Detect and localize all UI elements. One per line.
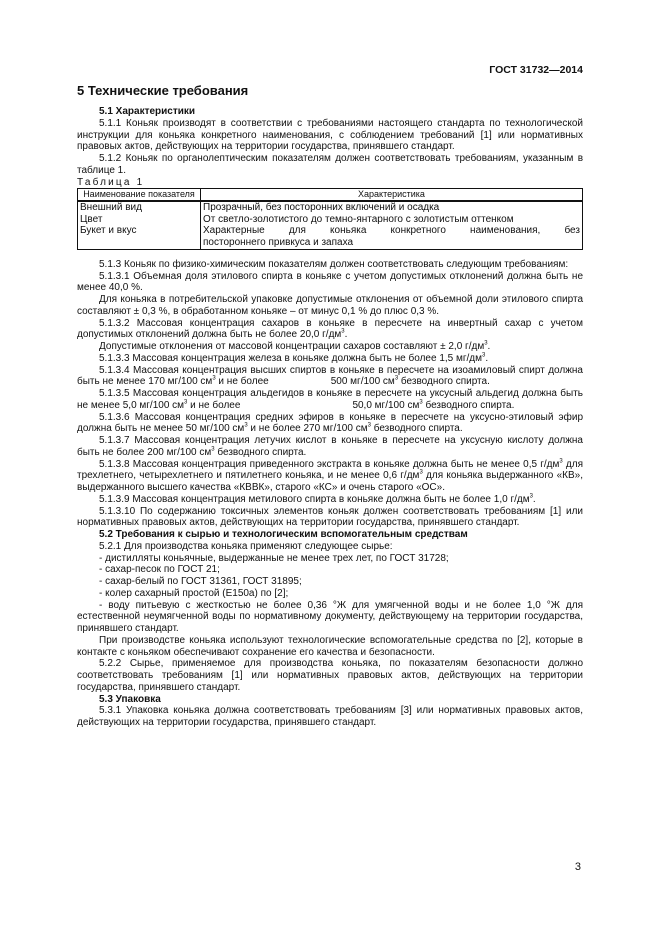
- superscript: 3: [244, 422, 248, 429]
- table-row: [78, 214, 583, 226]
- paragraph-5-2-1: 5.2.1 Для производства коньяка применяют следующее сырье:: [99, 540, 393, 552]
- table-cell-line: Характерные для коньяка конкретного наименования, без: [203, 225, 580, 237]
- superscript: 3: [419, 399, 423, 406]
- paragraph-5-3-1: 5.3.1 Упаковка коньяка должна соответствовать требованиям [3] или нормативных правовых актов, действующих на территории государства, принявшего стандарт.: [77, 705, 583, 728]
- table-row: [78, 225, 583, 249]
- table-cell-line: постороннего привкуса и запаха: [203, 237, 354, 248]
- text-span: 5.1.3.2 Массовая концентрация сахаров в коньяке в пересчете на инвертный сахар с учетом допустимых отклонений должна быть не более 20,0 г/дм: [77, 317, 583, 341]
- superscript: 3: [212, 375, 216, 382]
- text-span: 5.1.3.8 Массовая концентрация приведенного экстракта в коньяке должна быть не менее 0,5 г/дм: [99, 458, 560, 470]
- paragraph-5-1-3-3: 5.1.3.3 Массовая концентрация железа в коньяке должна быть не более 1,5 $мг/дм^3$.: [99, 352, 489, 364]
- text-span: безводного спирта.: [214, 446, 307, 458]
- superscript: 3: [394, 375, 399, 382]
- table-header-cell: Характеристика: [201, 189, 583, 201]
- paragraph-5-1-3-5: [77, 388, 583, 412]
- paragraph-5-1-3-7: [77, 435, 583, 459]
- list-item: - воду питьевую с жесткостью не более 0,36 °Ж для умягченной воды и не более 1,0 °Ж для естественной неумягченной воды по нормативному документу, действующему на территории государства, принявшего стандарт.: [77, 599, 583, 634]
- paragraph-5-1-3-6: [77, 412, 583, 436]
- paragraph-5-1-3-4: [77, 365, 583, 389]
- paragraph-5-1-1: 5.1.1 Коньяк производят в соответствии с требованиями настоящего стандарта по технологической инструкции для коньяка конкретного наименования, с соблюдением требований [1] или нормативных правовых актов, действующих на территории государства, принявшего стандарт.: [77, 117, 583, 153]
- document-body: [77, 106, 583, 729]
- superscript: 3: [559, 458, 563, 465]
- table-cell-name: Цвет: [78, 214, 201, 226]
- table-row: [78, 201, 583, 214]
- paragraph-5-1-3: 5.1.3 Коньяк по физико-химическим показателям должен соответствовать следующим требованиям:: [99, 258, 569, 270]
- subsection-title-5-3: 5.3 Упаковка: [99, 693, 161, 705]
- table-cell-value: От светло-золотистого до темно-янтарного с золотистым оттенком: [201, 214, 583, 226]
- text-span: для трехлетнего, четырехлетнего и пятилетнего коньяка, и не менее 0,6 г/дм: [77, 458, 583, 482]
- table-caption: Таблица 1: [77, 176, 145, 188]
- text-span: 500 мг/100 см: [330, 376, 395, 388]
- paragraph-5-1-3-1-tolerance: Для коньяка в потребительской упаковке допустимые отклонения от объемной доли этилового спирта составляют ± 0,3 %, в обработанном коньяке – от минус 0,1 % до плюс 0,3 %.: [77, 294, 583, 317]
- text-span: безводного спирта.: [398, 376, 490, 388]
- superscript: 3: [529, 493, 533, 500]
- paragraph-5-1-3-10: 5.1.3.10 По содержанию токсичных элементов коньяк должен соответствовать требованиям [1] или нормативных правовых актов, действующих на территории государства, принявшего стандарт.: [77, 505, 583, 529]
- paragraph-5-1-2: 5.1.2 Коньяк по органолептическим показателям должен соответствовать требованиям, указанным в таблице 1.: [77, 153, 583, 176]
- list-item: - дистилляты коньячные, выдержанные не менее трех лет, по ГОСТ 31728;: [99, 552, 449, 564]
- subsection-title-5-1: 5.1 Характеристики: [99, 106, 196, 117]
- text-span: для коньяка выдержанного «КВ», выдержанного высшего качества «КВВК», старого «КС» и очень старого «ОС».: [77, 470, 583, 493]
- text-span: безводного спирта.: [422, 399, 515, 411]
- paragraph-5-2-1-aids: При производстве коньяка используют технологические вспомогательные средства по [2], которые в контакте с коньяком обеспечивают сохранение его качества и безопасности.: [77, 634, 583, 658]
- table-cell-value: Прозрачный, без посторонних включений и осадка: [201, 201, 583, 214]
- paragraph-5-1-3-8: [77, 459, 583, 494]
- superscript: 3: [184, 399, 188, 406]
- text-span: 5.1.3.4 Массовая концентрация высших спиртов в коньяке в пересчете на изоамиловый спирт должна быть не менее 170 мг/100 см: [77, 364, 583, 388]
- text-span: 50,0 мг/100 см: [352, 399, 420, 411]
- superscript: 3: [341, 328, 345, 335]
- text-span: 5.1.3.6 Массовая концентрация средних эфиров в коньяке в пересчете на уксусно-этиловый эфир должна быть не менее 50 мг/100 см: [77, 411, 583, 435]
- superscript: 3: [419, 469, 423, 476]
- section-title: 5 Технические требования: [77, 83, 249, 98]
- superscript: 3: [482, 352, 486, 359]
- text-span: безводного спирта.: [370, 423, 463, 435]
- text-span: Допустимые отклонения от массовой концентрации сахаров составляют ± 2,0 г/дм: [99, 341, 485, 352]
- text-span: и не более: [215, 376, 269, 388]
- paragraph-5-2-2: 5.2.2 Сырье, применяемое для производства коньяка, по показателям безопасности должно соответствовать требованиям [1] или нормативных правовых актов, действующих на территории государства, принявшего стандарт.: [77, 658, 583, 693]
- paragraph-5-1-3-2-tolerance: Допустимые отклонения от массовой концентрации сахаров составляют ± 2,0 $г/дм^3$.: [99, 340, 491, 352]
- table-cell-name: Букет и вкус: [78, 225, 201, 249]
- list-item: - колер сахарный простой (Е150а) по [2];: [99, 587, 289, 599]
- list-item: - сахар-песок по ГОСТ 21;: [99, 564, 220, 576]
- paragraph-5-1-3-2: 5.1.3.2 Массовая концентрация сахаров в коньяке в пересчете на инвертный сахар с учетом допустимых отклонений должна быть не более 20,0 $г/дм^3$.: [77, 317, 583, 341]
- text-span: 5.1.3.3 Массовая концентрация железа в коньяке должна быть не более 1,5 мг/дм: [99, 352, 483, 364]
- paragraph-5-1-3-1: 5.1.3.1 Объемная доля этилового спирта в коньяке с учетом допустимых отклонений должна быть не менее 40,0 %.: [77, 270, 583, 294]
- text-span: и не более: [187, 399, 241, 411]
- text-span: и не более 270 мг/100 см: [247, 423, 368, 435]
- page-number: 3: [574, 861, 581, 873]
- superscript: 3: [367, 422, 371, 429]
- table-cell-value: [201, 225, 583, 249]
- text-span: 5.1.3.9 Массовая концентрация метилового спирта в коньяке должна быть не более 1,0 г/дм: [99, 493, 530, 505]
- subsection-title-5-2: 5.2 Требования к сырью и технологическим вспомогательным средствам: [99, 529, 468, 540]
- paragraph-5-1-3-9: 5.1.3.9 Массовая концентрация метилового спирта в коньяке должна быть не более 1,0 $г/дм^3$.: [99, 493, 536, 505]
- standard-code: ГОСТ 31732—2014: [489, 64, 583, 76]
- text-span: 5.1.3.5 Массовая концентрация альдегидов в коньяке в пересчете на уксусный альдегид должна быть не менее 5,0 мг/100 см: [77, 388, 583, 411]
- table-header-cell: Наименование показателя: [78, 189, 201, 201]
- table-cell-name: Внешний вид: [78, 201, 201, 214]
- list-item: - сахар-белый по ГОСТ 31361, ГОСТ 31895;: [99, 576, 302, 587]
- text-span: 5.1.3.7 Массовая концентрация летучих кислот в коньяке в пересчете на уксусную кислоту должна быть не более 200 мг/100 см: [77, 435, 583, 458]
- superscript: 3: [484, 340, 488, 347]
- table-1: [77, 188, 583, 250]
- table-header-row: [78, 189, 583, 201]
- superscript: 3: [211, 446, 215, 453]
